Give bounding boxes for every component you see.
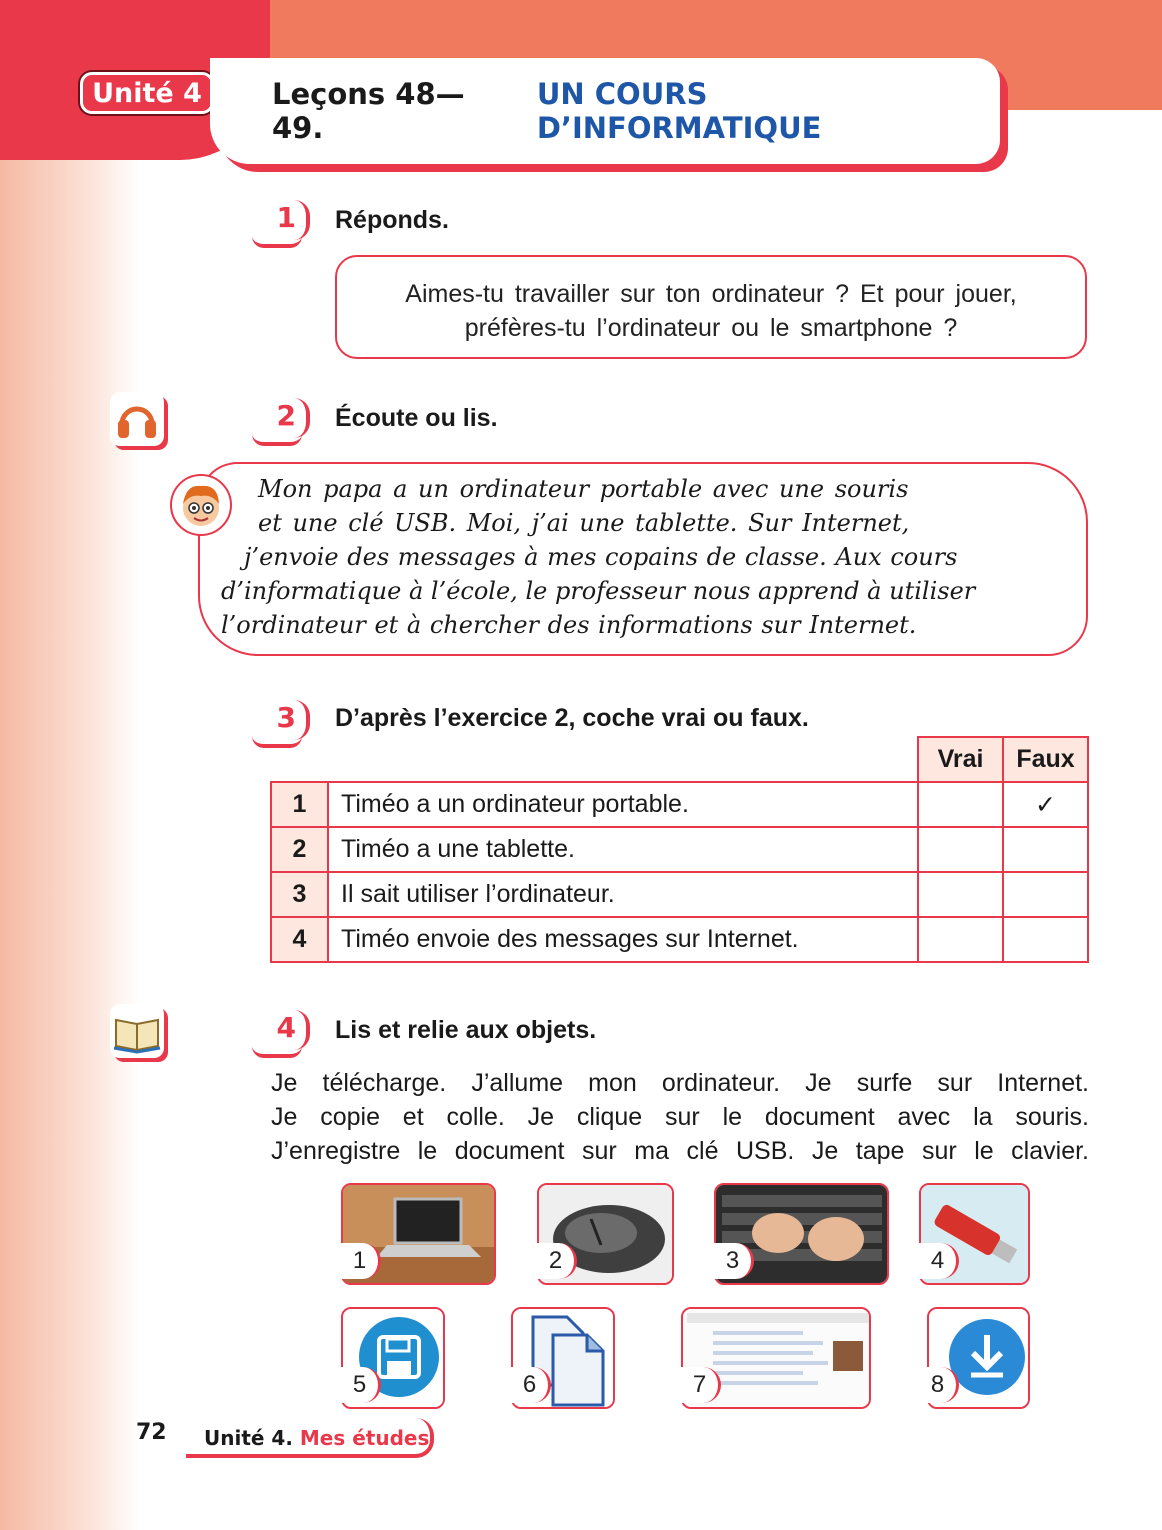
true-false-table: [270, 736, 1089, 963]
exercise-2-number: 2: [258, 396, 306, 440]
lesson-title-box: [210, 58, 1000, 164]
story-line-1: Mon papa a un ordinateur portable avec une souris: [258, 475, 909, 503]
faux-checkbox[interactable]: ✓: [1003, 782, 1088, 827]
unit-badge: Unité 4: [80, 72, 214, 114]
object-label-7: 7: [681, 1367, 721, 1403]
side-band: [0, 0, 140, 1530]
lessons-label: Leçons 48—49.: [272, 77, 465, 145]
faux-checkbox[interactable]: [1003, 872, 1088, 917]
exercise-2-instruction: Écoute ou lis.: [335, 404, 498, 432]
table-row: [271, 827, 1088, 872]
row-statement: Timéo a un ordinateur portable.: [328, 782, 918, 827]
exercise-4-line-3: J’enregistre le document sur ma clé USB. Je tape sur le clavier.: [271, 1137, 1089, 1165]
table-header-row: [271, 737, 1088, 782]
row-number: 3: [271, 872, 328, 917]
exercise-4-number: 4: [258, 1008, 306, 1052]
object-label-6: 6: [511, 1367, 551, 1403]
col-faux-header: Faux: [1003, 737, 1088, 782]
vrai-checkbox[interactable]: [918, 872, 1003, 917]
object-label-8: 8: [919, 1367, 959, 1403]
object-label-4: 4: [919, 1243, 959, 1279]
exercise-1-question-box: [335, 255, 1087, 359]
faux-checkbox[interactable]: [1003, 917, 1088, 962]
footer-unit: [186, 1418, 434, 1458]
exercise-4-instruction: Lis et relie aux objets.: [335, 1016, 597, 1044]
row-statement: Timéo a une tablette.: [328, 827, 918, 872]
exercise-3-number: 3: [258, 698, 306, 742]
table-row: [271, 917, 1088, 962]
question-line-1: Aimes-tu travailler sur ton ordinateur ? Et pour jouer,: [405, 280, 1017, 308]
page-number: 72: [136, 1420, 167, 1445]
exercise-4-text: [271, 1066, 1089, 1168]
object-label-3: 3: [714, 1243, 754, 1279]
exercise-4-line-2: Je copie et colle. Je clique sur le document avec la souris.: [271, 1103, 1089, 1131]
story-line-5: l’ordinateur et à chercher des informations sur Internet.: [221, 611, 917, 639]
table-row: [271, 782, 1088, 827]
col-vrai-header: Vrai: [918, 737, 1003, 782]
exercise-1-number: 1: [258, 198, 306, 242]
row-statement: Timéo envoie des messages sur Internet.: [328, 917, 918, 962]
question-line-2: préfères-tu l’ordinateur ou le smartphone ?: [464, 314, 958, 342]
table-row: [271, 872, 1088, 917]
object-label-1: 1: [341, 1243, 381, 1279]
row-number: 4: [271, 917, 328, 962]
exercise-4-line-1: Je télécharge. J’allume mon ordinateur. Je surfe sur Internet.: [271, 1069, 1089, 1097]
vrai-checkbox[interactable]: [918, 827, 1003, 872]
vrai-checkbox[interactable]: [918, 782, 1003, 827]
story-line-2: et une clé USB. Moi, j’ai une tablette. Sur Internet,: [258, 509, 910, 537]
story-line-3: j’envoie des messages à mes copains de classe. Aux cours: [244, 543, 958, 571]
page-title: UN COURS D’INFORMATIQUE: [536, 77, 822, 145]
boy-avatar-icon: [170, 474, 232, 536]
vrai-checkbox[interactable]: [918, 917, 1003, 962]
object-label-2: 2: [537, 1243, 577, 1279]
row-number: 1: [271, 782, 328, 827]
row-statement: Il sait utiliser l’ordinateur.: [328, 872, 918, 917]
exercise-1-instruction: Réponds.: [335, 206, 449, 234]
faux-checkbox[interactable]: [1003, 827, 1088, 872]
book-icon[interactable]: [110, 1004, 164, 1058]
footer-unit-label: Unité 4.: [204, 1426, 293, 1450]
headphones-icon[interactable]: [110, 392, 164, 446]
footer-unit-title: Mes études: [299, 1426, 430, 1450]
story-line-4: d’informatique à l’école, le professeur nous apprend à utiliser: [221, 577, 976, 605]
object-label-5: 5: [341, 1367, 381, 1403]
row-number: 2: [271, 827, 328, 872]
exercise-3-instruction: D’après l’exercice 2, coche vrai ou faux.: [335, 704, 809, 732]
